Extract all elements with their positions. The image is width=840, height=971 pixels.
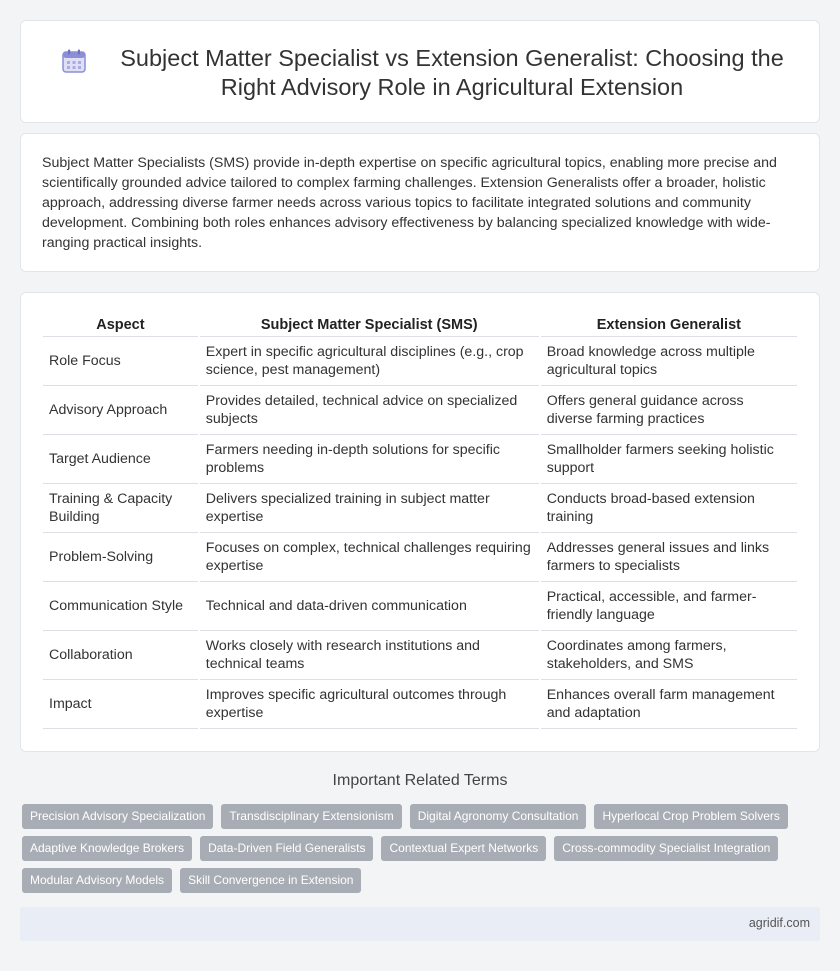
generalist-cell: Enhances overall farm management and adaptation (541, 680, 797, 729)
sms-cell: Provides detailed, technical advice on specialized subjects (200, 386, 539, 435)
sms-cell: Expert in specific agricultural disciplines (e.g., crop science, pest management) (200, 337, 539, 386)
header-aspect: Aspect (43, 313, 198, 337)
sms-cell: Improves specific agricultural outcomes through expertise (200, 680, 539, 729)
calendar-icon (61, 48, 87, 74)
table-row (43, 435, 797, 484)
generalist-cell: Coordinates among farmers, stakeholders, and SMS (541, 631, 797, 680)
table-row (43, 680, 797, 729)
related-term-tag[interactable]: Modular Advisory Models (22, 868, 172, 893)
header-generalist: Extension Generalist (541, 313, 797, 337)
comparison-table (41, 313, 799, 729)
related-term-tag[interactable]: Precision Advisory Specialization (22, 804, 213, 829)
related-term-tag[interactable]: Contextual Expert Networks (381, 836, 546, 861)
related-term-tag[interactable]: Cross-commodity Specialist Integration (554, 836, 778, 861)
footer (20, 907, 820, 941)
intro-paragraph: Subject Matter Specialists (SMS) provide in-depth expertise on specific agricultural topics, enabling more precise and scientifically grounded advice tailored to complex farming challenges. Extension Generalists offer a broader, holistic approach, addressing diverse farmer needs across various topics to facilitate integrated solutions and community development. Combining both roles enhances advisory effectiveness by balancing specialized knowledge with wide-ranging practical insights. (42, 155, 777, 251)
table-row (43, 533, 797, 582)
aspect-cell: Problem-Solving (43, 533, 198, 582)
header-sms: Subject Matter Specialist (SMS) (200, 313, 539, 337)
page-title: Subject Matter Specialist vs Extension Generalist: Choosing the Right Advisory Role in Agricultural Extension (120, 45, 784, 100)
generalist-cell: Broad knowledge across multiple agricultural topics (541, 337, 797, 386)
aspect-cell: Role Focus (43, 337, 198, 386)
related-term-tag[interactable]: Transdisciplinary Extensionism (221, 804, 401, 829)
related-term-tag[interactable]: Data-Driven Field Generalists (200, 836, 373, 861)
comparison-card (20, 292, 820, 752)
intro-card (20, 133, 820, 272)
generalist-cell: Addresses general issues and links farmers to specialists (541, 533, 797, 582)
sms-cell: Farmers needing in-depth solutions for specific problems (200, 435, 539, 484)
related-term-tag[interactable]: Adaptive Knowledge Brokers (22, 836, 192, 861)
related-term-tag[interactable]: Digital Agronomy Consultation (410, 804, 587, 829)
generalist-cell: Conducts broad-based extension training (541, 484, 797, 533)
sms-cell: Delivers specialized training in subject matter expertise (200, 484, 539, 533)
title-wrap (61, 44, 799, 102)
generalist-cell: Smallholder farmers seeking holistic support (541, 435, 797, 484)
table-row (43, 631, 797, 680)
related-term-tag[interactable]: Skill Convergence in Extension (180, 868, 361, 893)
table-row (43, 337, 797, 386)
aspect-cell: Advisory Approach (43, 386, 198, 435)
aspect-cell: Impact (43, 680, 198, 729)
sms-cell: Technical and data-driven communication (200, 582, 539, 631)
aspect-cell: Training & Capacity Building (43, 484, 198, 533)
footer-site-link[interactable]: agridif.com (748, 916, 810, 930)
related-terms-list (22, 804, 812, 900)
table-row (43, 582, 797, 631)
aspect-cell: Communication Style (43, 582, 198, 631)
title-card (20, 20, 820, 123)
table-row (43, 484, 797, 533)
related-term-tag[interactable]: Hyperlocal Crop Problem Solvers (594, 804, 787, 829)
related-terms-title: Important Related Terms (332, 772, 508, 789)
aspect-cell: Target Audience (43, 435, 198, 484)
aspect-cell: Collaboration (43, 631, 198, 680)
generalist-cell: Practical, accessible, and farmer-friendly language (541, 582, 797, 631)
table-row (43, 386, 797, 435)
table-header-row (43, 313, 797, 337)
generalist-cell: Offers general guidance across diverse farming practices (541, 386, 797, 435)
sms-cell: Works closely with research institutions and technical teams (200, 631, 539, 680)
sms-cell: Focuses on complex, technical challenges requiring expertise (200, 533, 539, 582)
